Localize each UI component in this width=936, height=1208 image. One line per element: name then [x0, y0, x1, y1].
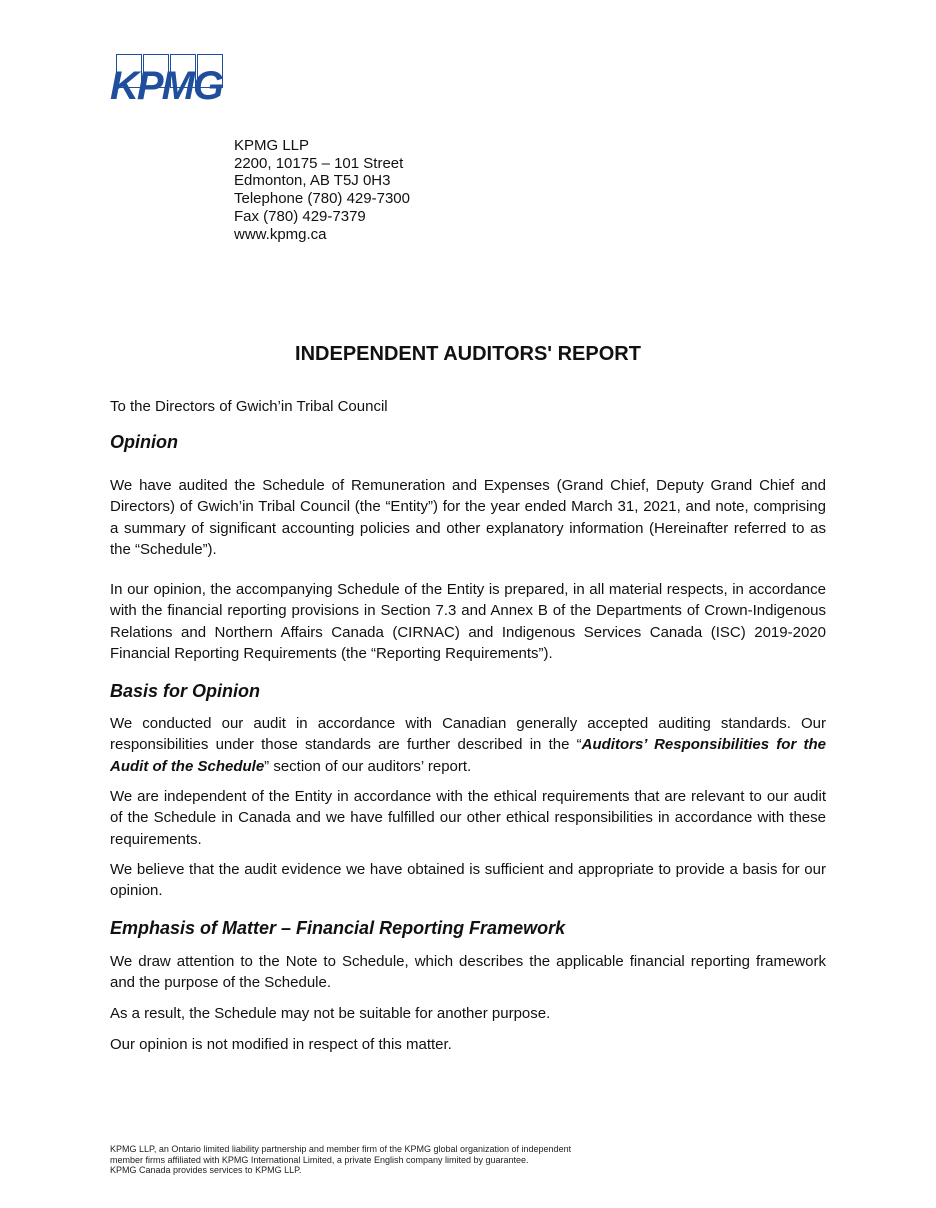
website-link[interactable]: www.kpmg.ca — [234, 225, 327, 243]
basis-p1-before: We conducted our audit in accordance with Canadian generally accepted auditing standards. Our responsibilities under those standards are further described in the “ — [110, 715, 826, 754]
footer-line-3: KPMG Canada provides services to KPMG LLP. — [110, 1165, 302, 1176]
basis-p1-emphasis: Auditors’ Responsibilities for the Audit of the Schedule — [110, 736, 826, 775]
city-address: Edmonton, AB T5J 0H3 — [234, 172, 391, 190]
basis-paragraph-3: We believe that the audit evidence we have obtained is sufficient and appropriate to provide a basis for our opinion. — [110, 861, 826, 900]
report-title: INDEPENDENT AUDITORS' REPORT — [295, 343, 641, 365]
footer-disclaimer — [110, 1144, 571, 1176]
emphasis-heading: Emphasis of Matter – Financial Reporting Framework — [110, 918, 566, 938]
footer-line-1: KPMG LLP, an Ontario limited liability partnership and member firm of the KPMG global organization of independent — [110, 1144, 572, 1154]
addressee: To the Directors of Gwich’in Tribal Council — [110, 398, 388, 415]
logo-text: KPMG — [110, 64, 222, 108]
fax: Fax (780) 429-7379 — [234, 207, 366, 225]
kpmg-logo — [110, 54, 230, 108]
footer-line-2: member firms affiliated with KPMG International Limited, a private English company limited by guarantee. — [110, 1154, 529, 1165]
firm-name: KPMG LLP — [234, 137, 310, 154]
emphasis-paragraph-3: Our opinion is not modified in respect of this matter. — [110, 1036, 452, 1053]
street-address: 2200, 10175 – 101 Street — [234, 154, 404, 172]
opinion-paragraph-2: In our opinion, the accompanying Schedule of the Entity is prepared, in all material respects, in accordance with the financial reporting provisions in Section 7.3 and Annex B of the Departments of Crown-Indigenous Relations and Northern Affairs Canada (CIRNAC) and Indigenous Services Canada (ISC) 2019-2020 Financial Reporting Requirements (the “Reporting Requirements”). — [110, 581, 826, 662]
basis-paragraph-1 — [110, 713, 826, 777]
emphasis-paragraph-1: We draw attention to the Note to Schedule, which describes the applicable financial reporting framework and the purpose of the Schedule. — [110, 953, 826, 992]
basis-heading: Basis for Opinion — [110, 681, 261, 701]
emphasis-paragraph-2: As a result, the Schedule may not be suitable for another purpose. — [110, 1005, 551, 1022]
opinion-paragraph-1: We have audited the Schedule of Remuneration and Expenses (Grand Chief, Deputy Grand Chief and Directors) of Gwich’in Tribal Council (the “Entity”) for the year ended March 31, 2021, and note, comprising a summary of significant accounting policies and other explanatory information (Hereinafter referred to as the “Schedule”). — [110, 477, 826, 558]
firm-address-block — [234, 137, 410, 243]
opinion-heading: Opinion — [110, 432, 178, 452]
telephone: Telephone (780) 429-7300 — [234, 190, 410, 208]
basis-p1-after: ” section of our auditors’ report. — [264, 757, 472, 775]
basis-paragraph-2: We are independent of the Entity in accordance with the ethical requirements that are relevant to our audit of the Schedule in Canada and we have fulfilled our other ethical responsibilities in accordance with these requirements. — [110, 788, 826, 848]
